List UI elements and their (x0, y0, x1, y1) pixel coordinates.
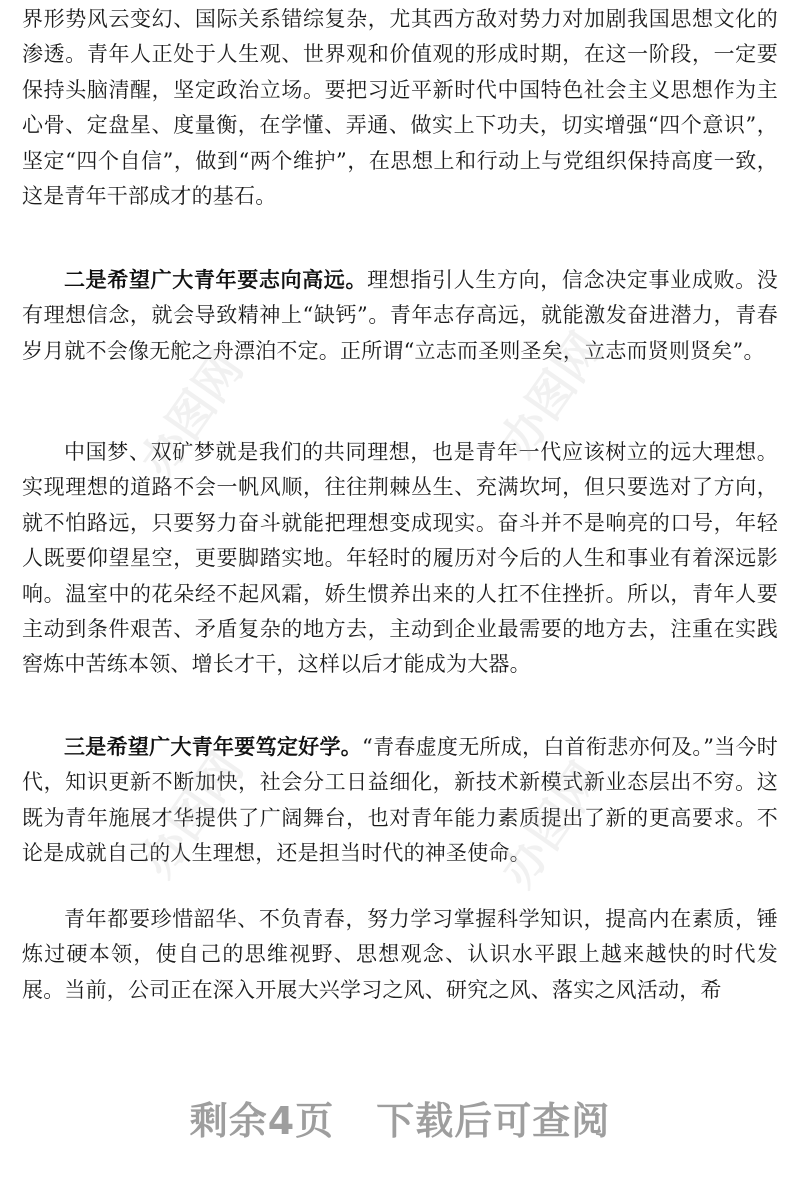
paragraph-3-text: 中国梦、双矿梦就是我们的共同理想，也是青年一代应该树立的远大理想。实现理想的道路不会一帆风顺，往往荆棘丛生、充满坎坷，但只要选对了方向，就不怕路远，只要努力奋斗就能把理想变成现实。奋斗并不是响亮的口号，年轻人既要仰望星空，更要脚踏实地。年轻时的履历对今后的人生和事业有着深远影响。温室中的花朵经不起风霜，娇生惯养出来的人扛不住挫折。所以，青年人要主动到条件艰苦、矛盾复杂的地方去，主动到企业最需要的地方去，注重在实践窖炼中苦练本领、增长才干，这样以后才能成为大器。 (22, 440, 778, 677)
watermark: 办图网 (129, 742, 254, 887)
paragraph-2 (22, 262, 778, 369)
paragraph-4 (22, 729, 778, 872)
paragraph-2-heading: 二是希望广大青年要志向高远。 (64, 267, 368, 292)
watermark: 办图网 (489, 752, 614, 897)
paragraph-1 (22, 2, 778, 214)
download-to-view-label: 下载后可查阅 (376, 1099, 611, 1143)
paragraph-3 (22, 435, 778, 683)
paragraph-1-text: 界形势风云变幻、国际关系错综复杂，尤其西方敌对势力对加剧我国思想文化的渗透。青年人正处于人生观、世界观和价值观的形成时期，在这一阶段，一定要保持头脑清醒，坚定政治立场。要把习近平新时代中国特色社会主义思想作为主心骨、定盘星、度量衡，在学懂、弄通、做实上下功夫，切实增强“四个意识”，坚定“四个自信”，做到“两个维护”，在思想上和行动上与党组织保持高度一致，这是青年干部成才的基石。 (22, 7, 778, 209)
download-prompt[interactable] (0, 1090, 800, 1145)
watermark: 办图网 (129, 342, 254, 487)
paragraph-2-text: 理想指引人生方向，信念决定事业成败。没有理想信念，就会导致精神上“缺钙”。青年志存高远，就能激发奋进潜力，青春岁月就不会像无舵之舟漂泊不定。正所谓“立志而圣则圣矣，立志而贤则贤矣”。 (22, 268, 778, 363)
paragraph-5 (22, 902, 778, 1008)
paragraph-5-text: 青年都要珍惜韶华、不负青春，努力学习掌握科学知识，提高内在素质，锤炼过硬本领，使自己的思维视野、思想观念、认识水平跟上越来越快的时代发展。当前，公司正在深入开展大兴学习之风、研究之风、落实之风活动，希 (22, 907, 778, 1002)
remaining-pages-label: 剩余4页 (189, 1099, 335, 1143)
watermark: 办图网 (489, 322, 614, 467)
paragraph-4-heading: 三是希望广大青年要笃定好学。 (64, 734, 363, 759)
paragraph-4-text: “青春虚度无所成，白首衔悲亦何及。”当今时代，知识更新不断加快，社会分工日益细化，新技术新模式新业态层出不穷。这既为青年施展才华提供了广阔舞台，也对青年能力素质提出了新的更高要求。不论是成就自己的人生理想，还是担当时代的神圣使命。 (22, 735, 778, 866)
